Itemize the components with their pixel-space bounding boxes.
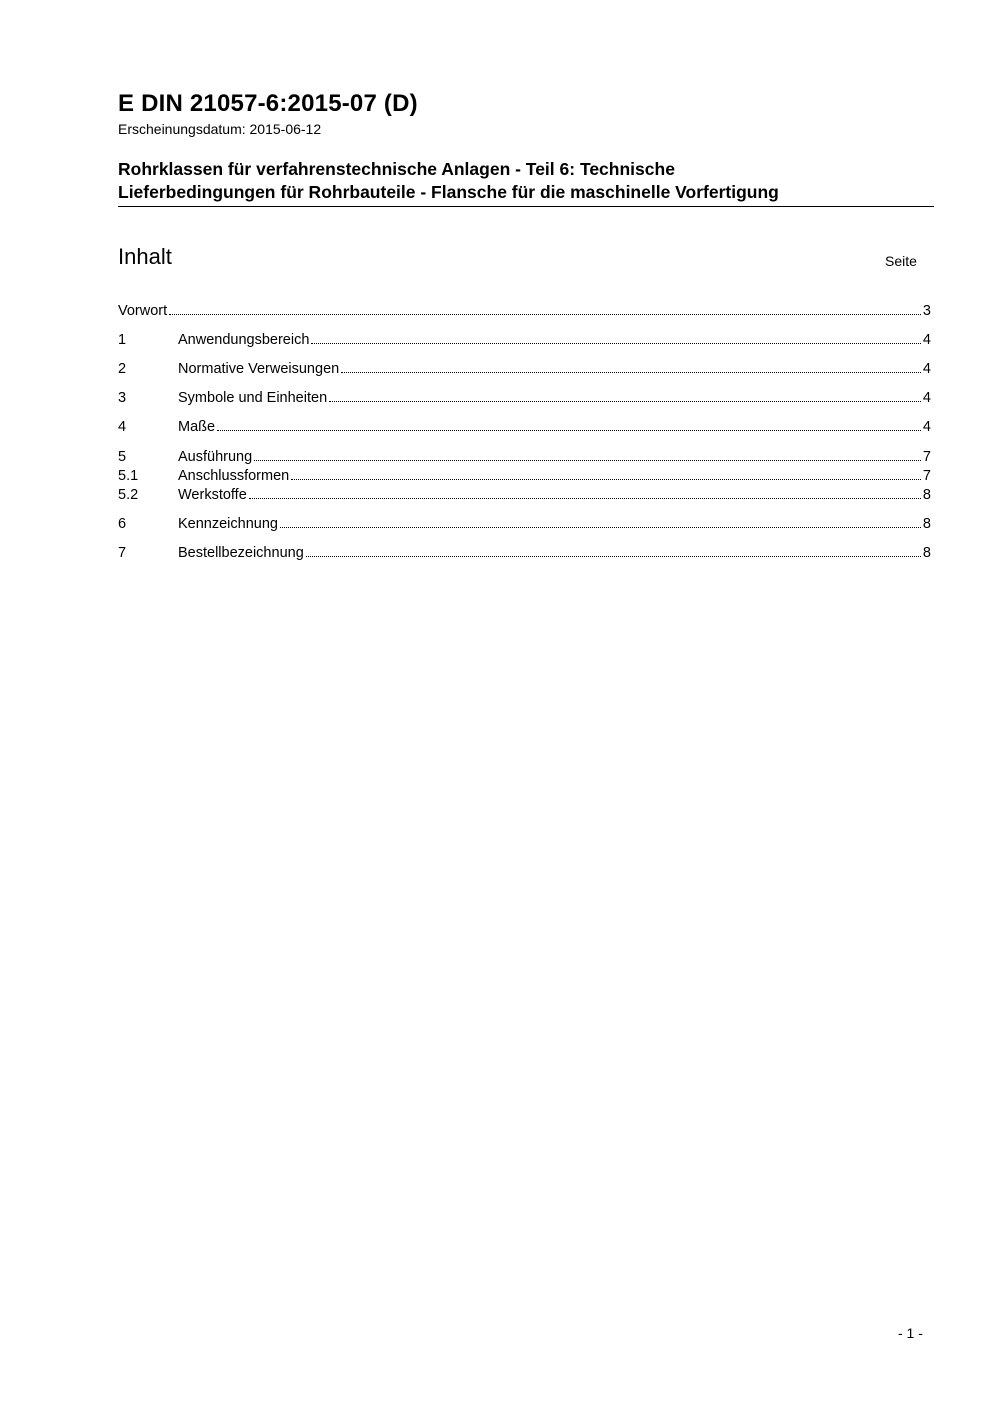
- toc-entry-1[interactable]: [118, 330, 931, 349]
- toc-entry-label: Normative Verweisungen: [178, 361, 340, 377]
- toc-heading: Inhalt: [118, 244, 172, 269]
- toc-entry-7[interactable]: [118, 543, 931, 562]
- toc-entry-number: 3: [118, 390, 127, 406]
- toc-entry-3[interactable]: [118, 388, 931, 407]
- dot-leader: [280, 514, 921, 528]
- dot-leader: [217, 417, 921, 431]
- toc-entry-page: 8: [922, 487, 931, 503]
- publication-date: Erscheinungsdatum: 2015-06-12: [118, 121, 322, 137]
- toc-entry-6[interactable]: [118, 514, 931, 533]
- dot-leader: [311, 330, 921, 344]
- toc-entry-label: Vorwort: [118, 303, 168, 319]
- toc-entry-label: Symbole und Einheiten: [178, 390, 328, 406]
- page-number-footer: - 1 -: [898, 1325, 923, 1341]
- toc-entry-number: 5: [118, 449, 127, 465]
- toc-entry-page: 3: [922, 303, 931, 319]
- toc-entry-page: 4: [922, 332, 931, 348]
- dot-leader: [169, 301, 921, 315]
- toc-entry-5-1[interactable]: [118, 466, 931, 485]
- toc-entry-page: 7: [922, 468, 931, 484]
- toc-entry-2[interactable]: [118, 359, 931, 378]
- document-id: E DIN 21057-6:2015-07 (D): [118, 90, 418, 117]
- toc-entry-page: 8: [922, 545, 931, 561]
- toc-entry-number: 1: [118, 332, 127, 348]
- toc-entry-page: 8: [922, 516, 931, 532]
- toc-entry-number: 6: [118, 516, 127, 532]
- toc-entry-number: 2: [118, 361, 127, 377]
- toc-entry-5-2[interactable]: [118, 485, 931, 504]
- document-title: [118, 158, 934, 204]
- title-line-2: Lieferbedingungen für Rohrbauteile - Flansche für die maschinelle Vorfertigung: [118, 182, 779, 202]
- dot-leader: [341, 359, 921, 373]
- toc-entry-number: 4: [118, 419, 127, 435]
- toc-entry-label: Maße: [178, 419, 216, 435]
- toc-entry-page: 4: [922, 419, 931, 435]
- dot-leader: [306, 543, 921, 557]
- toc-entry-label: Kennzeichnung: [178, 516, 278, 532]
- toc-entry-label: Bestellbezeichnung: [178, 545, 304, 561]
- toc-entry-page: 7: [922, 449, 931, 465]
- toc-entry-label: Werkstoffe: [178, 487, 247, 503]
- toc-entry-vorwort[interactable]: [118, 301, 931, 320]
- dot-leader: [291, 466, 921, 480]
- dot-leader: [249, 485, 921, 499]
- title-line-1: Rohrklassen für verfahrenstechnische Anlagen - Teil 6: Technische: [118, 159, 675, 179]
- toc-entry-label: Ausführung: [178, 449, 253, 465]
- toc-entry-number: 5.2: [118, 487, 139, 503]
- toc-entry-5[interactable]: [118, 447, 931, 466]
- dot-leader: [254, 447, 921, 461]
- toc-entry-4[interactable]: [118, 417, 931, 436]
- toc-entry-page: 4: [922, 361, 931, 377]
- dot-leader: [329, 388, 921, 402]
- toc-entry-label: Anwendungsbereich: [178, 332, 310, 348]
- toc-entry-page: 4: [922, 390, 931, 406]
- title-underline: [118, 206, 934, 207]
- toc-entry-number: 7: [118, 545, 127, 561]
- toc-entry-label: Anschlussformen: [178, 468, 290, 484]
- toc-page-column-label: Seite: [885, 253, 917, 269]
- toc-entry-number: 5.1: [118, 468, 139, 484]
